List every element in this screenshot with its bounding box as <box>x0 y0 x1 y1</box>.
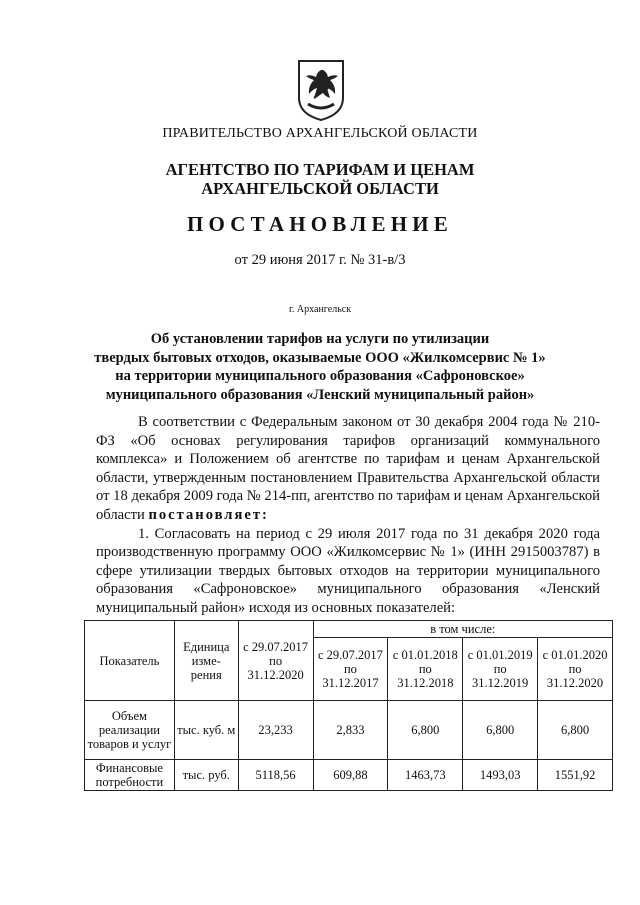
row-total: 5118,56 <box>238 760 313 791</box>
table-header-row-1 <box>85 621 613 638</box>
document-city: г. Архангельск <box>288 304 352 315</box>
agency-name <box>0 160 640 198</box>
subject-line-4: муниципального образования «Ленский муниципальный район» <box>105 386 535 403</box>
header-period-3: с 01.01.2019 по 31.12.2019 <box>463 638 538 701</box>
header-period-1: с 29.07.2017 по 31.12.2017 <box>313 638 388 701</box>
subject-line-3: на территории муниципального образования «Сафроновское» <box>115 368 525 384</box>
table-row <box>85 760 613 791</box>
row-name: Финансовые потребности <box>85 760 175 791</box>
row-value: 2,833 <box>313 701 388 760</box>
government-name: ПРАВИТЕЛЬСТВО АРХАНГЕЛЬСКОЙ ОБЛАСТИ <box>162 126 478 141</box>
paragraph-1-text: В соответствии с Федеральным законом от 30 декабря 2004 года № 210-ФЗ «Об основах регулирования тарифов организаций коммунального комплекса» и Положением об агентстве по тарифам и ценам Архангельской области, утвержденным постановлением Правительства Архангельской области от 18 декабря 2009 года № 214-пп, агентство по тарифам и ценам Архангельской области <box>96 414 600 523</box>
row-unit: тыс. руб. <box>174 760 238 791</box>
row-value: 6,800 <box>388 701 463 760</box>
header-unit: Единица изме- рения <box>174 621 238 701</box>
indicators-table <box>84 620 613 791</box>
header-indicator: Показатель <box>85 621 175 701</box>
row-value: 6,800 <box>538 701 613 760</box>
row-total: 23,233 <box>238 701 313 760</box>
paragraph-2: 1. Согласовать на период с 29 июля 2017 года по 31 декабря 2020 года производственную программу ООО «Жилкомсервис № 1» (ИНН 2915003787) в сфере утилизации твердых бытовых отходов на территории муниципального образования «Сафроновское» муниципального образования «Ленский муниципальный район» исходя из основных показателей: <box>96 525 600 616</box>
header-period-4: с 01.01.2020 по 31.12.2020 <box>538 638 613 701</box>
table-row <box>85 701 613 760</box>
header-including: в том числе: <box>313 621 612 638</box>
document-body <box>96 413 600 618</box>
document-subject <box>0 330 640 404</box>
row-value: 609,88 <box>313 760 388 791</box>
row-value: 1463,73 <box>388 760 463 791</box>
document-date-number: от 29 июня 2017 г. № 31-в/3 <box>234 252 406 268</box>
row-unit: тыс. куб. м <box>174 701 238 760</box>
row-value: 6,800 <box>463 701 538 760</box>
agency-line-1: АГЕНТСТВО ПО ТАРИФАМ И ЦЕНАМ <box>165 160 475 179</box>
subject-line-1: Об установлении тарифов на услуги по утилизации <box>150 331 490 347</box>
subject-line-2: твердых бытовых отходов, оказываемые ООО «Жилкомсервис № 1» <box>94 349 546 366</box>
row-value: 1551,92 <box>538 760 613 791</box>
row-value: 1493,03 <box>463 760 538 791</box>
agency-line-2: АРХАНГЕЛЬСКОЙ ОБЛАСТИ <box>201 179 439 198</box>
header-total: с 29.07.2017 по 31.12.2020 <box>238 621 313 701</box>
paragraph-1 <box>96 413 600 525</box>
resolves-word: постановляет: <box>148 506 269 523</box>
row-name: Объем реализации товаров и услуг <box>85 701 175 760</box>
document-type: ПОСТАНОВЛЕНИЕ <box>186 212 454 236</box>
coat-of-arms-icon <box>296 58 346 122</box>
header-period-2: с 01.01.2018 по 31.12.2018 <box>388 638 463 701</box>
